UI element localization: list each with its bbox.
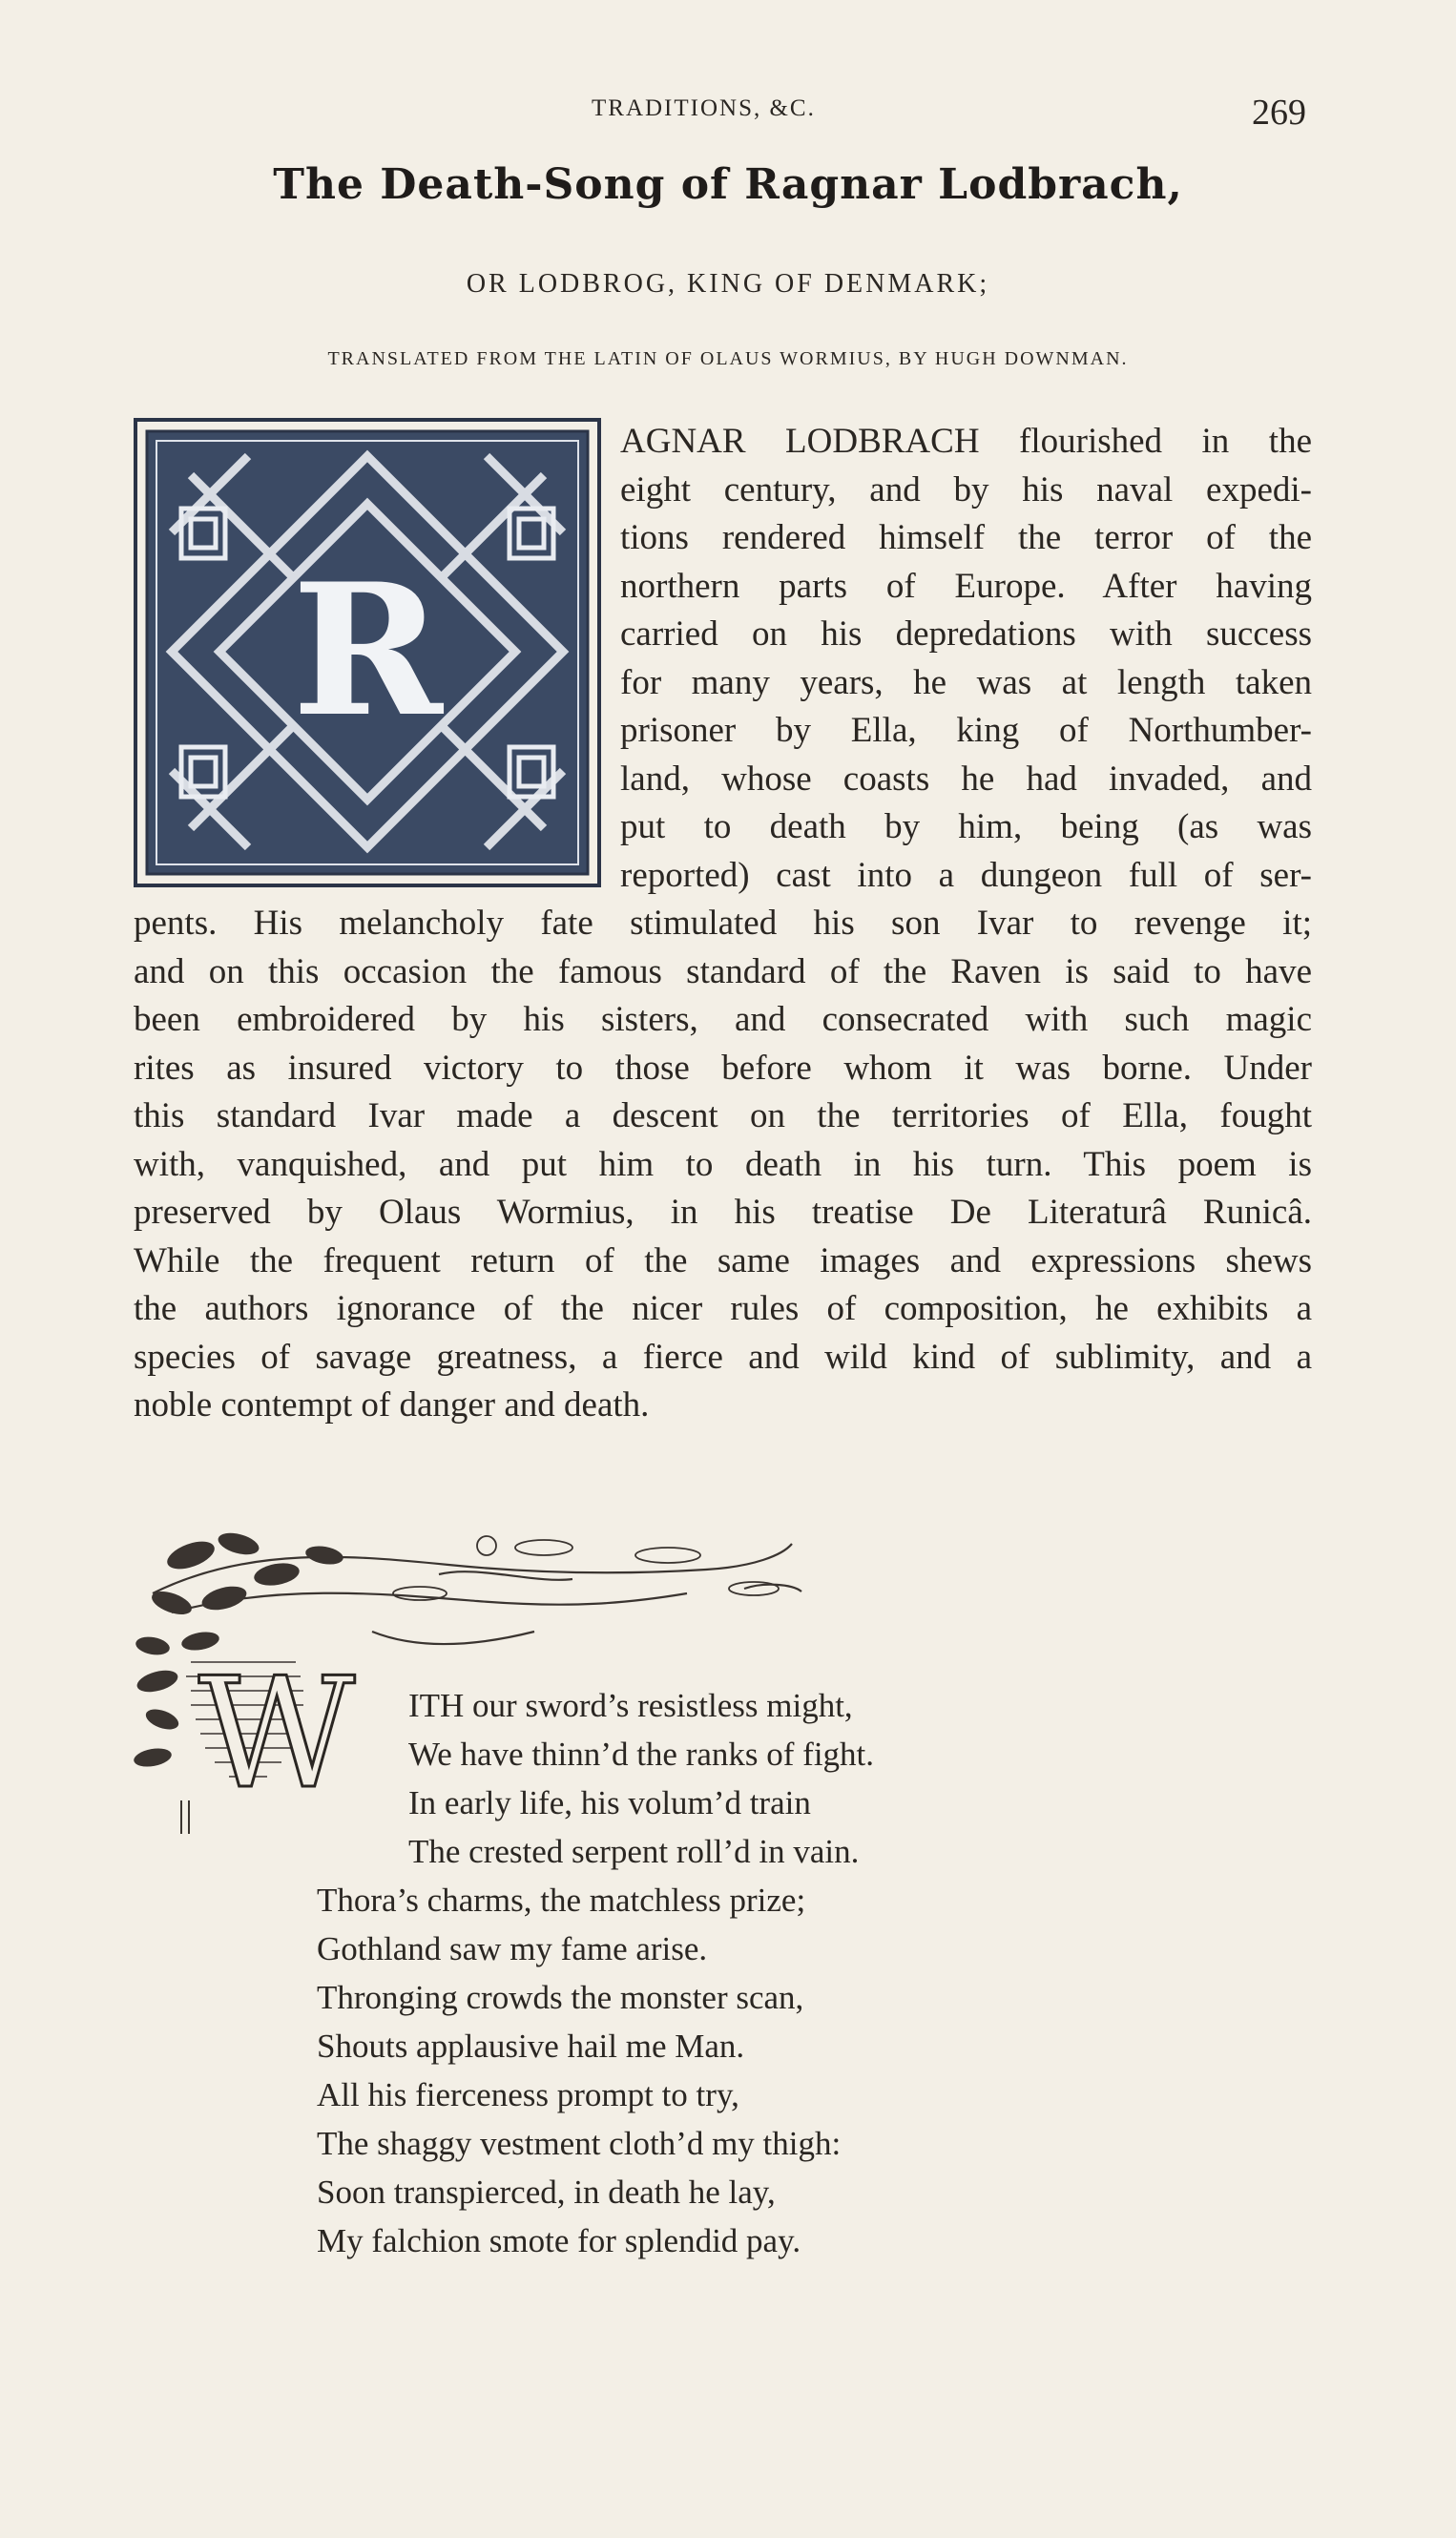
verse-line: In early life, his volum’d train <box>408 1784 811 1821</box>
text-line: northern parts of Europe. After having <box>620 566 1312 606</box>
text-line: and on this occasion the famous standard of the Raven is said to have <box>134 951 1312 991</box>
poem-subtitle: OR LODBROG, KING OF DENMARK; <box>466 269 990 299</box>
vine-ornament <box>134 1488 878 1660</box>
verse-line: Gothland saw my fame arise. <box>317 1930 708 1967</box>
verse-line: Thora’s charms, the matchless prize; <box>317 1882 806 1919</box>
verse-line: All his fierceness prompt to try, <box>317 2076 739 2113</box>
text-line: with, vanquished, and put him to death in his turn. This poem is <box>134 1144 1312 1184</box>
translation-note: TRANSLATED FROM THE LATIN OF OLAUS WORMIUS, BY HUGH DOWNMAN. <box>327 348 1129 369</box>
dropcap-w-ornament <box>134 1643 406 1872</box>
intro-wrapped-text <box>620 418 1312 900</box>
text-line: for many years, he was at length taken <box>620 662 1312 702</box>
verse-line: Soon transpierced, in death he lay, <box>317 2174 776 2211</box>
dropcap-w-letter: W <box>198 1644 356 1822</box>
text-line: pents. His melancholy fate stimulated his son Ivar to revenge it; <box>134 904 1312 943</box>
text-line: While the frequent return of the same images and expressions shews <box>134 1240 1312 1280</box>
poem-title: The Death-Song of Ragnar Lodbrach, <box>273 160 1183 209</box>
running-title: TRADITIONS, &C. <box>592 95 816 121</box>
text-line: the authors ignorance of the nicer rules of composition, he exhibits a <box>134 1289 1312 1328</box>
dropcap-r-ornament <box>134 418 601 887</box>
dropcap-r-letter: R <box>292 544 443 757</box>
text-line: prisoner by Ella, king of Northumber- <box>620 711 1312 750</box>
verse-line: The crested serpent roll’d in vain. <box>408 1833 860 1870</box>
text-line: preserved by Olaus Wormius, in his treatise De Literaturâ Runicâ. <box>134 1193 1312 1232</box>
text-line: noble contempt of danger and death. <box>134 1385 650 1425</box>
text-line: reported) cast into a dungeon full of ser- <box>620 855 1312 895</box>
verse-line: We have thinn’d the ranks of fight. <box>408 1736 875 1773</box>
text-line: been embroidered by his sisters, and consecrated with such magic <box>134 1000 1312 1039</box>
text-line: this standard Ivar made a descent on the territories of Ella, fought <box>134 1096 1312 1135</box>
verse-line: Shouts applausive hail me Man. <box>317 2028 745 2065</box>
text-line: land, whose coasts he had invaded, and <box>620 759 1312 799</box>
text-line: carried on his depredations with success <box>620 614 1312 654</box>
intro-full-text <box>134 900 1312 1430</box>
verse-line: ITH our sword’s resistless might, <box>408 1687 853 1724</box>
text-line: AGNAR LODBRACH flourished in the <box>620 422 1312 461</box>
text-line: species of savage greatness, a fierce and wild kind of sublimity, and a <box>134 1337 1312 1377</box>
text-line: rites as insured victory to those before whom it was borne. Under <box>134 1048 1312 1088</box>
text-line: tions rendered himself the terror of the <box>620 518 1312 557</box>
page-number: 269 <box>1252 93 1306 133</box>
text-line: put to death by him, being (as was <box>620 807 1312 846</box>
verse-line: My falchion smote for splendid pay. <box>317 2222 801 2259</box>
running-head <box>0 92 1456 133</box>
poem-lines <box>317 1876 841 2265</box>
verse-line: The shaggy vestment cloth’d my thigh: <box>317 2125 842 2162</box>
verse-line: Thronging crowds the monster scan, <box>317 1979 804 2016</box>
poem-opening-lines <box>408 1681 874 1876</box>
text-line: eight century, and by his naval expedi- <box>620 469 1312 510</box>
